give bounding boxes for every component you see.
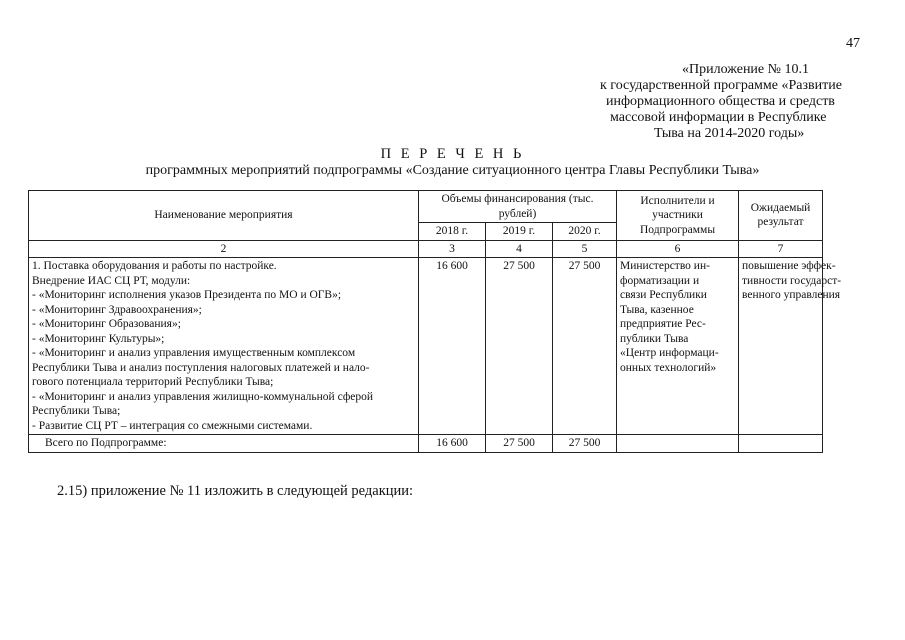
- result-line: повышение эффек-: [742, 260, 836, 272]
- header-year: 2020 г.: [553, 223, 617, 241]
- activity-line: гового потенциала территорий Республики Тыва;: [32, 376, 274, 388]
- total-amount-2019: 27 500: [486, 435, 553, 453]
- executor-line: форматизации и: [620, 274, 700, 287]
- amount-2020: 27 500: [553, 258, 617, 435]
- empty-cell: [617, 435, 739, 453]
- header-funding: Объемы финансирования (тыс. рублей): [419, 191, 617, 223]
- activity-line: - «Мониторинг исполнения указов Президента по МО и ОГВ»;: [32, 289, 342, 301]
- activity-line: - «Мониторинг Культуры»;: [32, 332, 165, 345]
- total-row: [29, 435, 823, 453]
- executor-line: Тыва, казенное: [620, 303, 694, 316]
- amount-2019: 27 500: [486, 258, 553, 435]
- result-line: венного управления: [742, 289, 841, 301]
- executor-cell: [617, 258, 739, 435]
- column-number: 6: [617, 240, 739, 258]
- activity-line: Республики Тыва и анализ поступления налоговых платежей и нало-: [32, 361, 370, 374]
- executor-line: Министерство ин-: [620, 260, 710, 272]
- activity-line: - Развитие СЦ РТ – интеграция со смежными системами.: [32, 419, 313, 432]
- document-title: П Е Р Е Ч Е Н Ь: [380, 146, 525, 162]
- page-number: 47: [846, 36, 860, 51]
- column-number: 5: [553, 240, 617, 258]
- activity-line: - «Мониторинг Образования»;: [32, 318, 181, 330]
- total-amount-2020: 27 500: [553, 435, 617, 453]
- activity-line: - «Мониторинг и анализ управления жилищно-коммунальной сферой: [32, 390, 374, 403]
- column-number: 4: [486, 240, 553, 258]
- appendix-header: [600, 62, 868, 142]
- executor-line: публики Тыва: [620, 332, 689, 345]
- executor-line: онных технологий»: [620, 361, 717, 374]
- column-number: 2: [29, 240, 419, 258]
- result-cell: [739, 258, 842, 435]
- header-expected-result: Ожидаемый результат: [739, 191, 823, 241]
- appendix-header-line: к государственной программе «Развитие: [600, 78, 842, 93]
- appendix-header-line: Тыва на 2014-2020 годы»: [654, 126, 805, 141]
- total-label: Всего по Подпрограмме:: [29, 435, 419, 453]
- header-activity-name: Наименование мероприятия: [29, 191, 419, 241]
- activity-line: - «Мониторинг и анализ управления имущественным комплексом: [32, 347, 356, 359]
- document-subtitle: программных мероприятий подпрограммы «Создание ситуационного центра Главы Республики Тыва»: [145, 163, 760, 178]
- appendix-header-line: информационного общества и средств: [606, 94, 835, 109]
- total-amount-2018: 16 600: [419, 435, 486, 453]
- executor-line: связи Республики: [620, 289, 707, 301]
- activity-line: Республики Тыва;: [32, 405, 121, 417]
- footer-text: 2.15) приложение № 11 изложить в следующей редакции:: [57, 483, 414, 499]
- executor-line: «Центр информаци-: [620, 347, 719, 359]
- header-year: 2019 г.: [486, 223, 553, 241]
- appendix-header-line: «Приложение № 10.1: [682, 62, 809, 77]
- header-year: 2018 г.: [419, 223, 486, 241]
- appendix-header-line: массовой информации в Республике: [610, 110, 827, 125]
- column-number: 3: [419, 240, 486, 258]
- table-row: [29, 258, 823, 435]
- executor-line: предприятие Рес-: [620, 318, 706, 330]
- activity-line: 1. Поставка оборудования и работы по настройке.: [32, 260, 277, 272]
- column-number-row: [29, 240, 823, 258]
- activity-line: Внедрение ИАС СЦ РТ, модули:: [32, 274, 191, 287]
- result-line: тивности государст-: [742, 274, 842, 287]
- activity-description: [29, 258, 419, 435]
- empty-cell: [739, 435, 823, 453]
- amount-2018: 16 600: [419, 258, 486, 435]
- activities-table: [28, 190, 842, 453]
- column-number: 7: [739, 240, 823, 258]
- header-executors: Исполнители и участники Подпрограммы: [617, 191, 739, 241]
- activity-line: - «Мониторинг Здравоохранения»;: [32, 303, 202, 316]
